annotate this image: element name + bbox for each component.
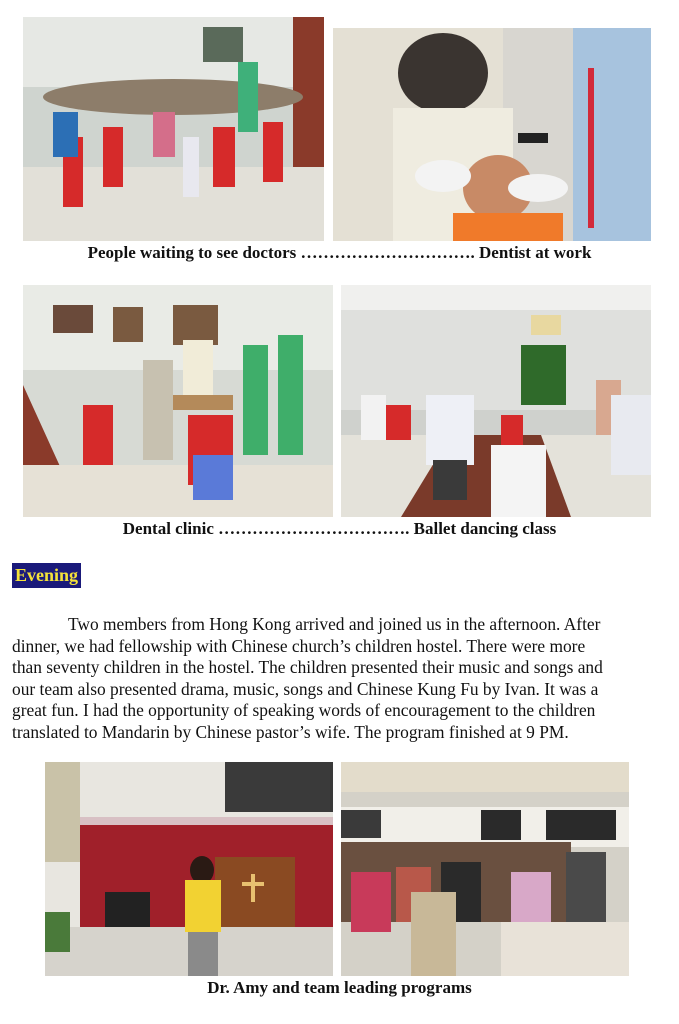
paragraph-line: our team also presented drama, music, songs and Chinese Kung Fu by Ivan. It was a xyxy=(12,678,599,699)
paragraph-line: Two members from Hong Kong arrived and joined us in the afternoon. After xyxy=(68,614,601,634)
photo-team-and-children xyxy=(341,762,629,976)
paragraph-line: translated to Mandarin by Chinese pastor’s wife. The program finished at 9 PM. xyxy=(12,721,569,742)
caption-row-2: Dental clinic ……………………………. Ballet dancing class xyxy=(122,519,557,538)
photo-dental-clinic xyxy=(23,285,333,517)
photo-dentist-at-work xyxy=(333,28,651,241)
caption-row-1: People waiting to see doctors …………………………. Dentist at work xyxy=(87,243,592,262)
photo-dr-amy-on-stage xyxy=(45,762,333,976)
photo-ballet-class xyxy=(341,285,651,517)
paragraph-line: dinner, we had fellowship with Chinese church’s children hostel. There were more xyxy=(12,635,586,656)
caption-row-3: Dr. Amy and team leading programs xyxy=(207,978,472,997)
section-heading-evening: Evening xyxy=(12,563,81,588)
paragraph-line: than seventy children in the hostel. The children presented their music and songs and xyxy=(12,657,603,677)
photo-people-waiting xyxy=(23,17,324,241)
paragraph-line: great fun. I had the opportunity of speaking words of encouragement to the children xyxy=(12,700,596,720)
evening-paragraph xyxy=(12,614,662,743)
